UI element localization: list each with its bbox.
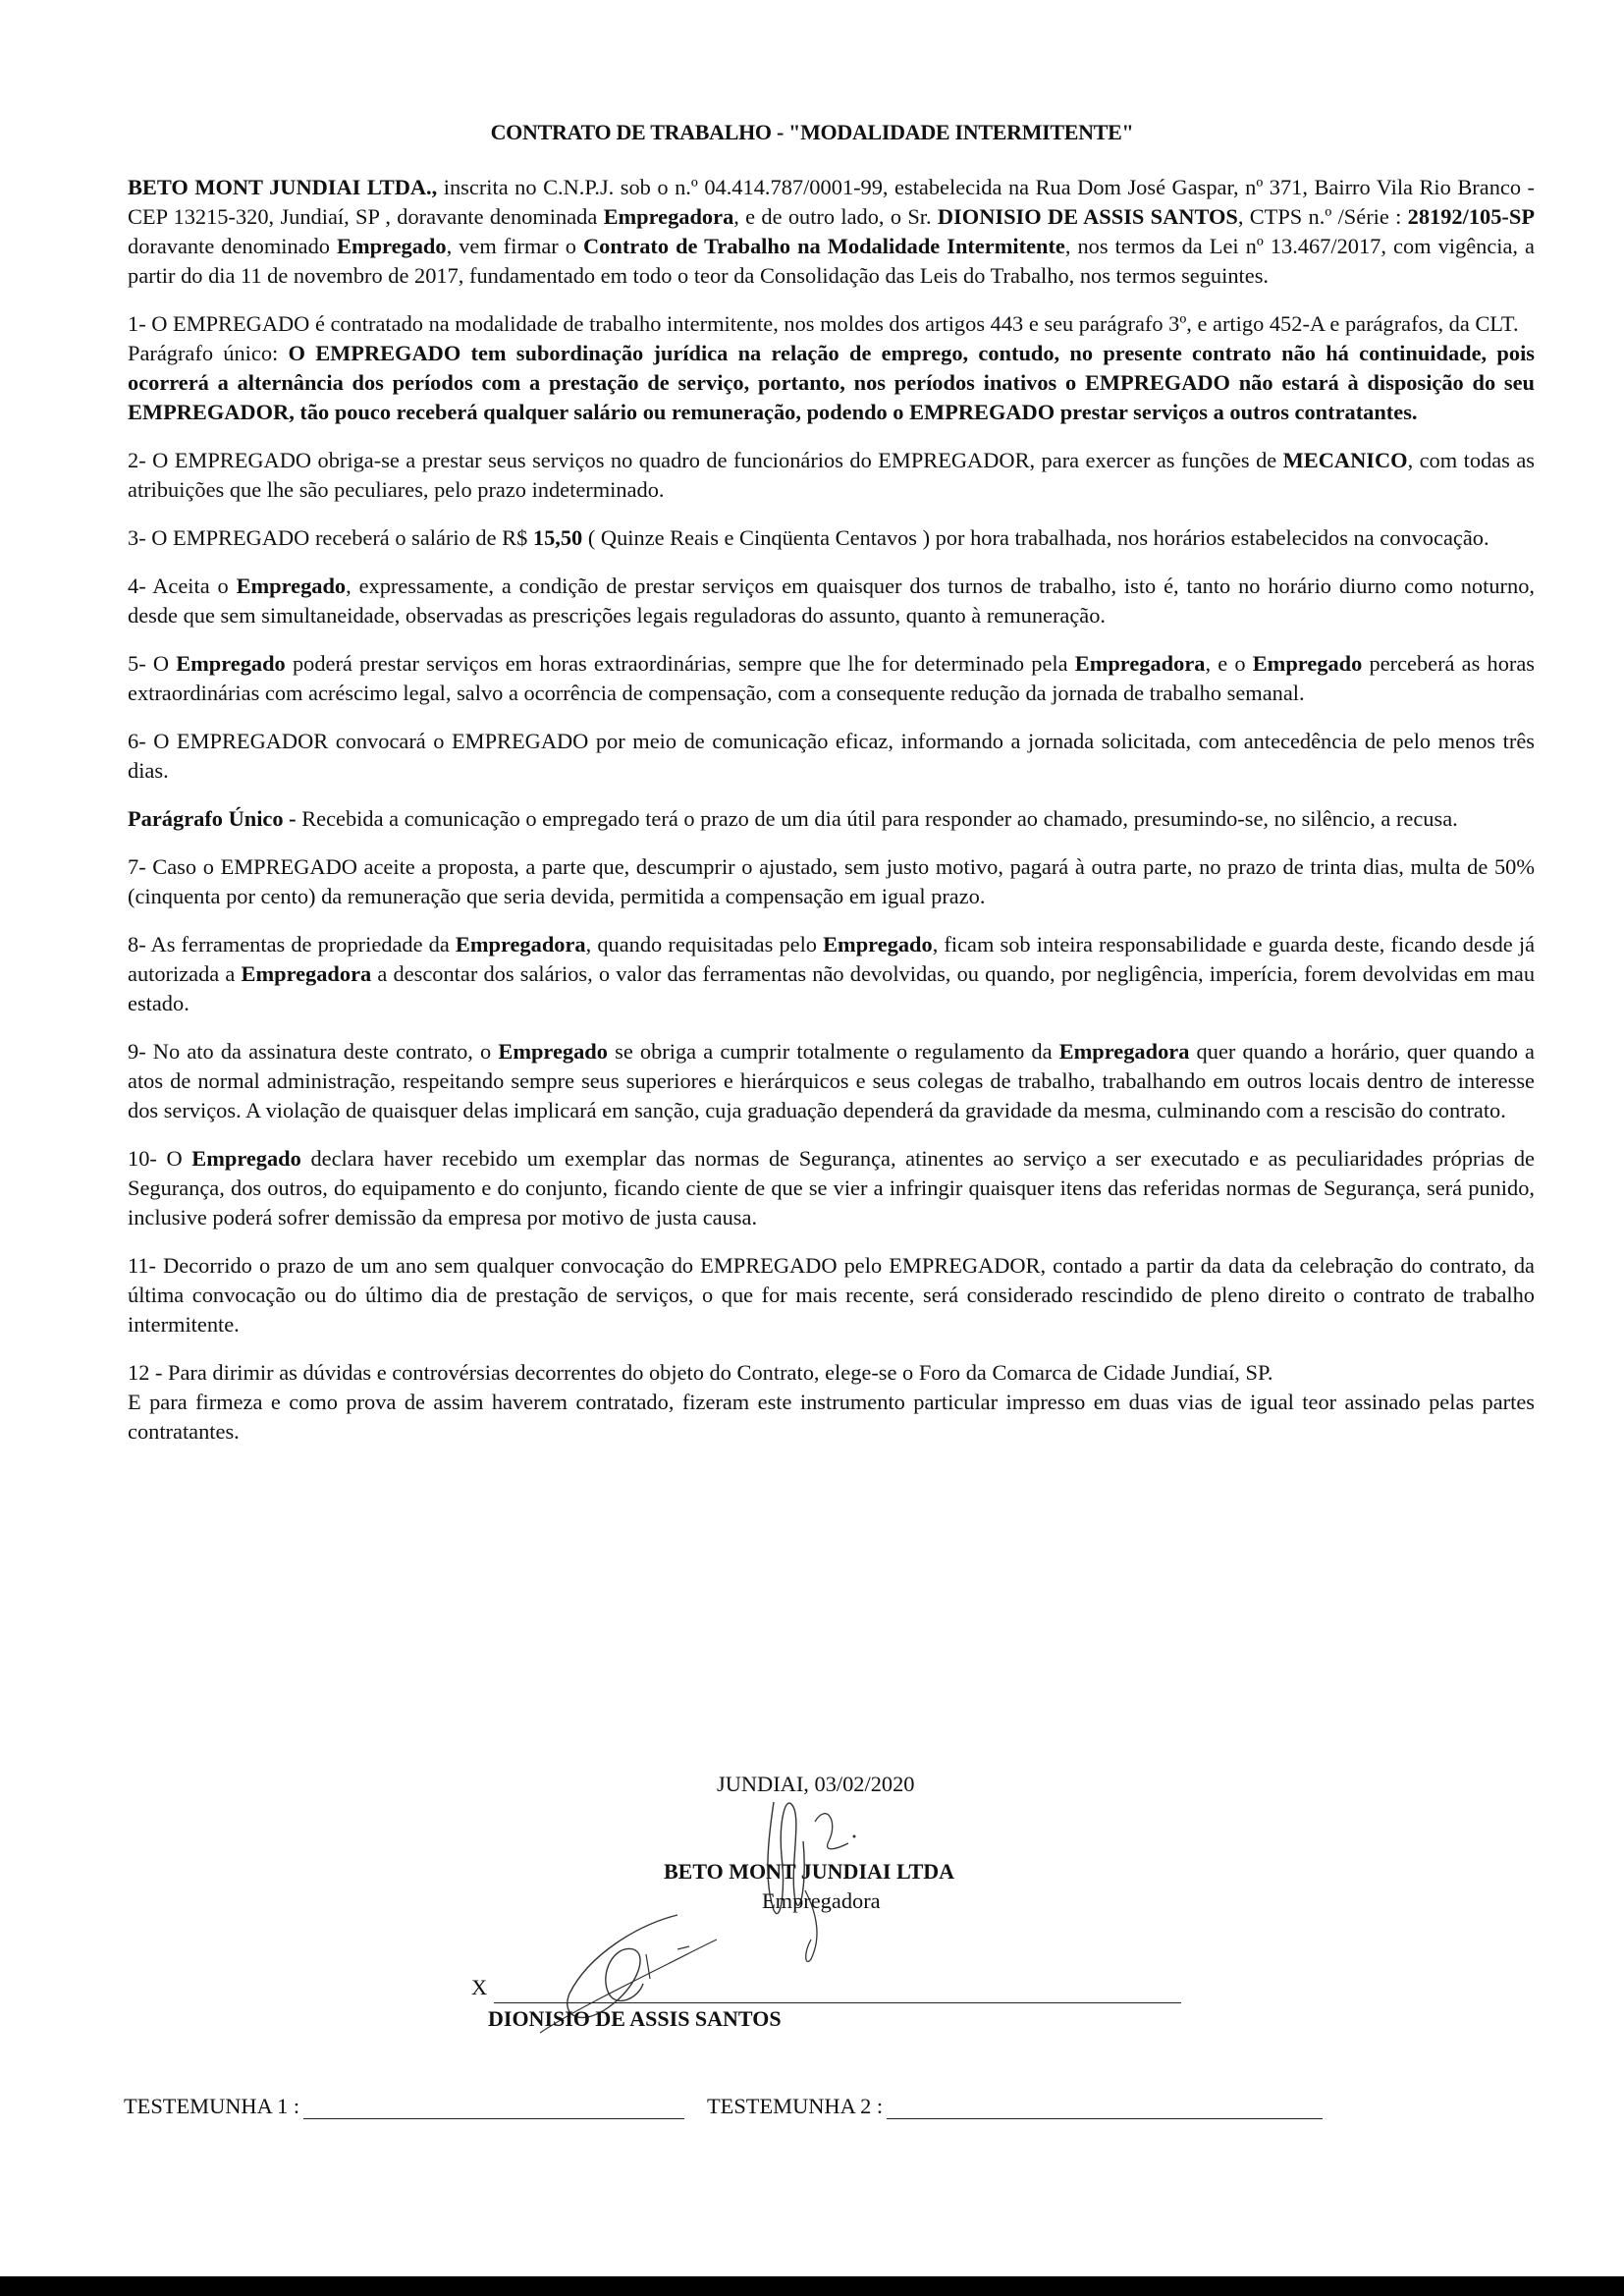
employer-name: BETO MONT JUNDIAI LTDA bbox=[664, 1859, 955, 1884]
clause-8: 8- As ferramentas de propriedade da Empregadora, quando requisitadas pelo Empregado, ficam sob inteira responsabilidade e guarda deste, ficando desde já autorizada a Empregadora a descontar dos salários, o valor das ferramentas não devolvidas, ou quando, por negligência, imperícia, forem devolvidas em mau estado. bbox=[128, 932, 1536, 1015]
clause-6: 6- O EMPREGADOR convocará o EMPREGADO por meio de comunicação eficaz, informando a jornada solicitada, com antecedência de pelo menos três dias. bbox=[128, 729, 1535, 783]
clause-7: 7- Caso o EMPREGADO aceite a proposta, a parte que, descumprir o ajustado, sem justo motivo, pagará à outra parte, no prazo de trinta dias, multa de 50% (cinquenta por cento) da remuneração que seria devida, permitida a compensação em igual prazo. bbox=[128, 854, 1535, 908]
clause-1-paragraph: Parágrafo único: O EMPREGADO tem subordinação jurídica na relação de emprego, contudo, no presente contrato não há continuidade, pois ocorrerá a alternância dos períodos com a prestação de serviço, portanto, nos períodos inativos o EMPREGADO não estará à disposição do seu EMPREGADOR, tão pouco receberá qualquer salário ou remuneração, podendo o EMPREGADO prestar serviços a outros contratantes. bbox=[128, 341, 1535, 424]
witness-2-label: TESTEMUNHA 2 : bbox=[707, 2094, 884, 2118]
employee-name: DIONISIO DE ASSIS SANTOS bbox=[488, 2006, 782, 2031]
clause-2: 2- O EMPREGADO obriga-se a prestar seus serviços no quadro de funcionários do EMPREGADOR, para exercer as funções de MECANICO, com todas as atribuições que lhe são peculiares, pelo prazo indeterminado. bbox=[128, 448, 1536, 502]
contract-body bbox=[128, 173, 1535, 1465]
clause-11: 11- Decorrido o prazo de um ano sem qualquer convocação do EMPREGADO pelo EMPREGADOR, contado a partir da data da celebração do contrato, da última convocação ou do último dia de prestação de serviços, o que for mais recente, será considerado rescindido de pleno direito o contrato de trabalho intermitente. bbox=[128, 1253, 1535, 1337]
clause-12: 12 - Para dirimir as dúvidas e controvérsias decorrentes do objeto do Contrato, elege-se o Foro da Comarca de Cidade Jundiaí, SP. bbox=[128, 1360, 1273, 1385]
clause-4: 4- Aceita o Empregado, expressamente, a condição de prestar serviços em quaisquer dos turnos de trabalho, isto é, tanto no horário diurno como noturno, desde que sem simultaneidade, observadas as prescrições legais reguladoras do assunto, quanto à remuneração. bbox=[128, 574, 1535, 628]
witness-1-line bbox=[303, 2097, 684, 2119]
clause-10: 10- O Empregado declara haver recebido um exemplar das normas de Segurança, atinentes ao serviço a ser executado e as peculiaridades próprias de Segurança, dos outros, do equipamento e do conjunto, ficando ciente de que se vier a infringir quaisquer itens das referidas normas de Segurança, será punido, inclusive poderá sofrer demissão da empresa por motivo de justa causa. bbox=[128, 1146, 1535, 1230]
witness-2 bbox=[707, 2094, 1323, 2119]
place-date: JUNDIAI, 03/02/2020 bbox=[717, 1772, 915, 1796]
intro-paragraph: BETO MONT JUNDIAI LTDA., inscrita no C.N.P.J. sob o n.º 04.414.787/0001-99, estabelecida na Rua Dom José Gaspar, nº 371, Bairro Vila Rio Branco - CEP 13215-320, Jundiaí, SP , doravante denominada Empregadora, e de outro lado, o Sr. DIONISIO DE ASSIS SANTOS, CTPS n.º /Série : 28192/105-SP doravante denominado Empregado, vem firmar o Contrato de Trabalho na Modalidade Intermitente, nos termos da Lei nº 13.467/2017, com vigência, a partir do dia 11 de novembro de 2017, fundamentado em todo o teor da Consolidação das Leis do Trabalho, nos termos seguintes. bbox=[128, 175, 1535, 288]
clause-3: 3- O EMPREGADO receberá o salário de R$ 15,50 ( Quinze Reais e Cinqüenta Centavos ) por hora trabalhada, nos horários estabelecidos na convocação. bbox=[128, 525, 1489, 550]
job-function: MECANICO bbox=[1282, 448, 1408, 472]
closing-statement: E para firmeza e como prova de assim haverem contratado, fizeram este instrumento particular impresso em duas vias de igual teor assinado pelas partes contratantes. bbox=[128, 1390, 1535, 1444]
ctps-number: 28192/105-SP bbox=[1407, 204, 1535, 229]
employee-name-inline: DIONISIO DE ASSIS SANTOS bbox=[937, 204, 1238, 229]
clause-1: 1- O EMPREGADO é contratado na modalidade de trabalho intermitente, nos moldes dos artigos 443 e seu parágrafo 3º, e artigo 452-A e parágrafos, da CLT. bbox=[128, 311, 1519, 336]
clause-5: 5- O Empregado poderá prestar serviços em horas extraordinárias, sempre que lhe for determinado pela Empregadora, e o Empregado perceberá as horas extraordinárias com acréscimo legal, salvo a ocorrência de compensação, com a consequente redução da jornada de trabalho semanal. bbox=[128, 651, 1536, 705]
witness-2-line bbox=[887, 2097, 1323, 2119]
scan-bottom-border bbox=[0, 2276, 1624, 2296]
employer-role: Empregadora bbox=[762, 1888, 881, 1913]
clause-6-paragraph: Parágrafo Único - Recebida a comunicação o empregado terá o prazo de um dia útil para responder ao chamado, presumindo-se, no silêncio, a recusa. bbox=[128, 806, 1458, 831]
company-name: BETO MONT JUNDIAI LTDA., bbox=[128, 175, 438, 199]
clause-9: 9- No ato da assinatura deste contrato, o Empregado se obriga a cumprir totalmente o regulamento da Empregadora quer quando a horário, quer quando a atos de normal administração, respeitando sempre seus superiores e hierárquicos e seus colegas de trabalho, trabalhando em outros locais dentro de interesse dos serviços. A violação de quaisquer delas implicará em sanção, cuja graduação dependerá da gravidade da mesma, culminando com a rescisão do contrato. bbox=[128, 1039, 1535, 1122]
witness-1-label: TESTEMUNHA 1 : bbox=[124, 2094, 300, 2118]
hourly-wage: 15,50 bbox=[532, 525, 583, 550]
employee-x-mark: X bbox=[471, 1975, 488, 1999]
contract-title: CONTRATO DE TRABALHO - "MODALIDADE INTERMITENTE" bbox=[490, 120, 1134, 144]
employee-signature-line bbox=[494, 2002, 1181, 2003]
witness-1 bbox=[124, 2094, 684, 2119]
